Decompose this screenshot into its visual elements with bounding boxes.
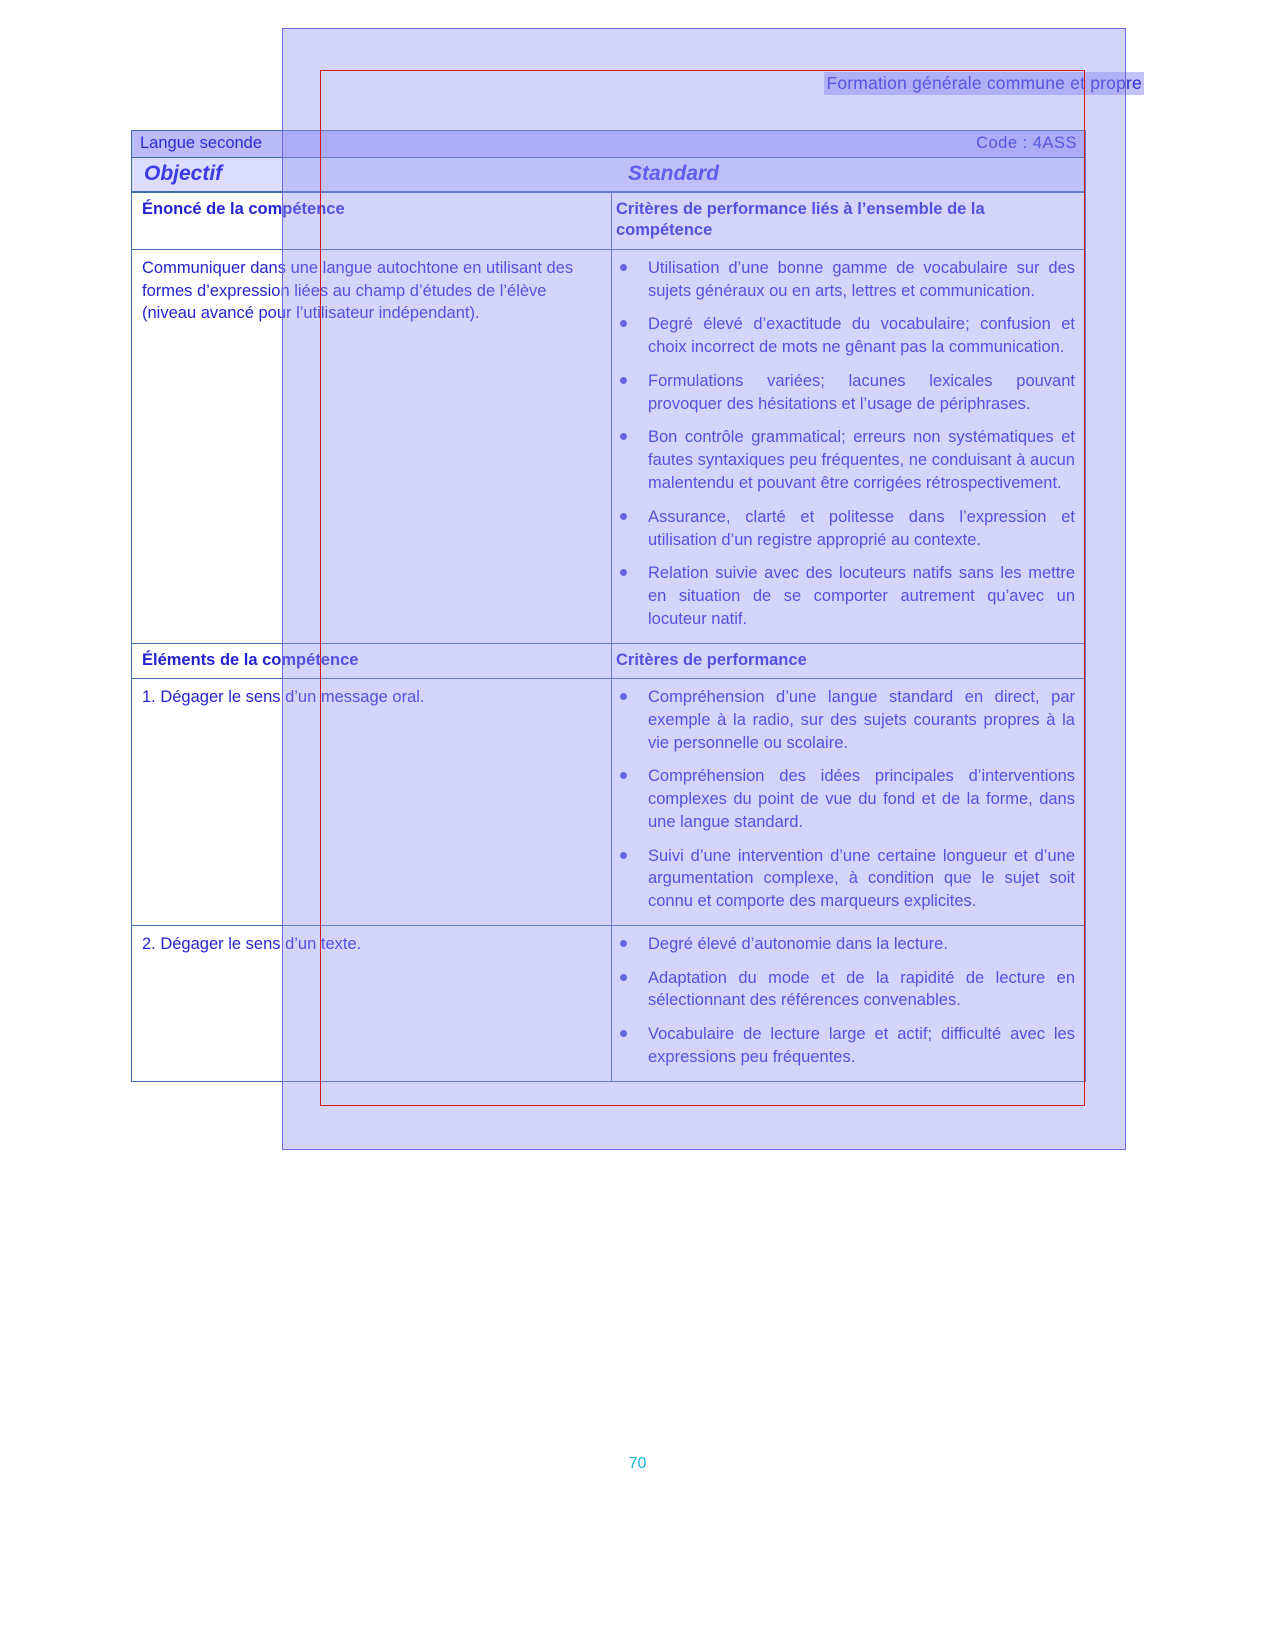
criteres-header: Critères de performance bbox=[616, 650, 807, 669]
criterion-text: Suivi d’une intervention d’une certaine longueur et d’une argumentation complexe, à condition que le sujet soit connu et comporte des marqueurs explicites. bbox=[648, 846, 1075, 911]
criterion-text: Compréhension d’une langue standard en direct, par exemple à la radio, sur des sujets courants propres à la vie personnelle ou scolaire. bbox=[648, 688, 1075, 752]
bullet-icon bbox=[620, 974, 627, 981]
bullet-icon bbox=[620, 852, 627, 859]
list-item bbox=[616, 257, 1075, 303]
bullet-icon bbox=[620, 320, 627, 327]
element-2-cell bbox=[132, 926, 612, 1081]
criterion-text: Relation suivie avec des locuteurs natifs sans les mettre en situation de se comporter autrement qu’avec un locuteur natif. bbox=[648, 564, 1075, 628]
list-item bbox=[616, 506, 1075, 552]
standard-title-cell bbox=[624, 158, 1085, 191]
bullet-icon bbox=[620, 772, 627, 779]
list-item bbox=[616, 686, 1075, 754]
criterion-text: Utilisation d’une bonne gamme de vocabulaire sur des sujets généraux ou en arts, lettres et communication. bbox=[648, 258, 1075, 300]
element-1-label: 1. Dégager le sens d’un message oral. bbox=[142, 688, 425, 707]
criterion-text: Vocabulaire de lecture large et actif; difficulté avec les expressions peu fréquentes. bbox=[648, 1025, 1075, 1066]
criterion-text: Assurance, clarté et politesse dans l’expression et utilisation d’un registre approprié au contexte. bbox=[648, 507, 1075, 549]
bullet-icon bbox=[620, 569, 627, 576]
list-item bbox=[616, 933, 1075, 956]
criteres-ensemble-header-cell bbox=[612, 193, 1085, 249]
page-number: 70 bbox=[628, 1455, 647, 1472]
standard-title: Standard bbox=[628, 162, 720, 185]
enonce-header: Énoncé de la compétence bbox=[142, 200, 345, 218]
element-1-criteria-cell bbox=[612, 679, 1085, 925]
enonce-text: Communiquer dans une langue autochtone en utilisant des formes d’expression liées au champ d’études de l’élève (niveau avancé pour l’utilisateur indépendant). bbox=[142, 258, 574, 323]
bullet-icon bbox=[620, 693, 627, 700]
list-item bbox=[616, 1023, 1075, 1069]
list-item bbox=[616, 967, 1075, 1013]
discipline-label: Langue seconde bbox=[140, 134, 263, 152]
code-value: 4ASS bbox=[1032, 134, 1077, 152]
list-item bbox=[616, 845, 1075, 913]
discipline-band bbox=[132, 131, 1085, 158]
elements-header: Éléments de la compétence bbox=[142, 650, 359, 669]
objectif-title: Objectif bbox=[144, 162, 223, 185]
list-item bbox=[616, 313, 1075, 359]
criterion-text: Degré élevé d’autonomie dans la lecture. bbox=[648, 934, 948, 953]
criterion-text: Degré élevé d’exactitude du vocabulaire; confusion et choix incorrect de mots ne gênant pas la communication. bbox=[648, 315, 1075, 357]
code-label: Code : bbox=[976, 134, 1028, 152]
table-row bbox=[132, 644, 1085, 679]
bullet-icon bbox=[620, 264, 627, 271]
criteria-list bbox=[616, 933, 1075, 1069]
list-item bbox=[616, 562, 1075, 630]
enonce-text-cell bbox=[132, 250, 612, 643]
page-header: Formation générale commune et propre bbox=[826, 73, 1142, 93]
element-2-criteria-cell bbox=[612, 926, 1085, 1081]
elements-header-cell bbox=[132, 644, 612, 678]
list-item bbox=[616, 370, 1075, 416]
table-row bbox=[132, 926, 1085, 1081]
column-titles-row bbox=[132, 158, 1085, 193]
criterion-text: Bon contrôle grammatical; erreurs non systématiques et fautes syntaxiques peu fréquentes, ne conduisant à aucun malentendu et pouvant être corrigées rétrospectivement. bbox=[648, 428, 1075, 492]
element-1-cell bbox=[132, 679, 612, 925]
bullet-icon bbox=[620, 513, 627, 520]
code-block bbox=[976, 134, 1077, 153]
criteria-list bbox=[616, 686, 1075, 913]
criteres-header-cell bbox=[612, 644, 1085, 678]
list-item bbox=[616, 426, 1075, 494]
enonce-header-cell bbox=[132, 193, 612, 249]
criterion-text: Compréhension des idées principales d’interventions complexes du point de vue du fond et de la forme, dans une langue standard. bbox=[648, 767, 1075, 831]
competency-table bbox=[131, 130, 1086, 1082]
criterion-text: Adaptation du mode et de la rapidité de lecture en sélectionnant des références convenables. bbox=[648, 968, 1075, 1010]
element-2-label: 2. Dégager le sens d’un texte. bbox=[142, 934, 362, 953]
bullet-icon bbox=[620, 1030, 627, 1037]
criteria-list bbox=[616, 257, 1075, 631]
objectif-title-cell bbox=[132, 158, 624, 191]
table-row bbox=[132, 193, 1085, 250]
criteres-ensemble-list-cell bbox=[612, 250, 1085, 643]
list-item bbox=[616, 765, 1075, 833]
criteres-ensemble-header: Critères de performance liés à l’ensemble de la compétence bbox=[616, 200, 985, 240]
bullet-icon bbox=[620, 433, 627, 440]
criterion-text: Formulations variées; lacunes lexicales pouvant provoquer des hésitations et l’usage de périphrases. bbox=[648, 371, 1075, 413]
table-row bbox=[132, 250, 1085, 644]
table-row bbox=[132, 679, 1085, 926]
bullet-icon bbox=[620, 940, 627, 947]
bullet-icon bbox=[620, 377, 627, 384]
